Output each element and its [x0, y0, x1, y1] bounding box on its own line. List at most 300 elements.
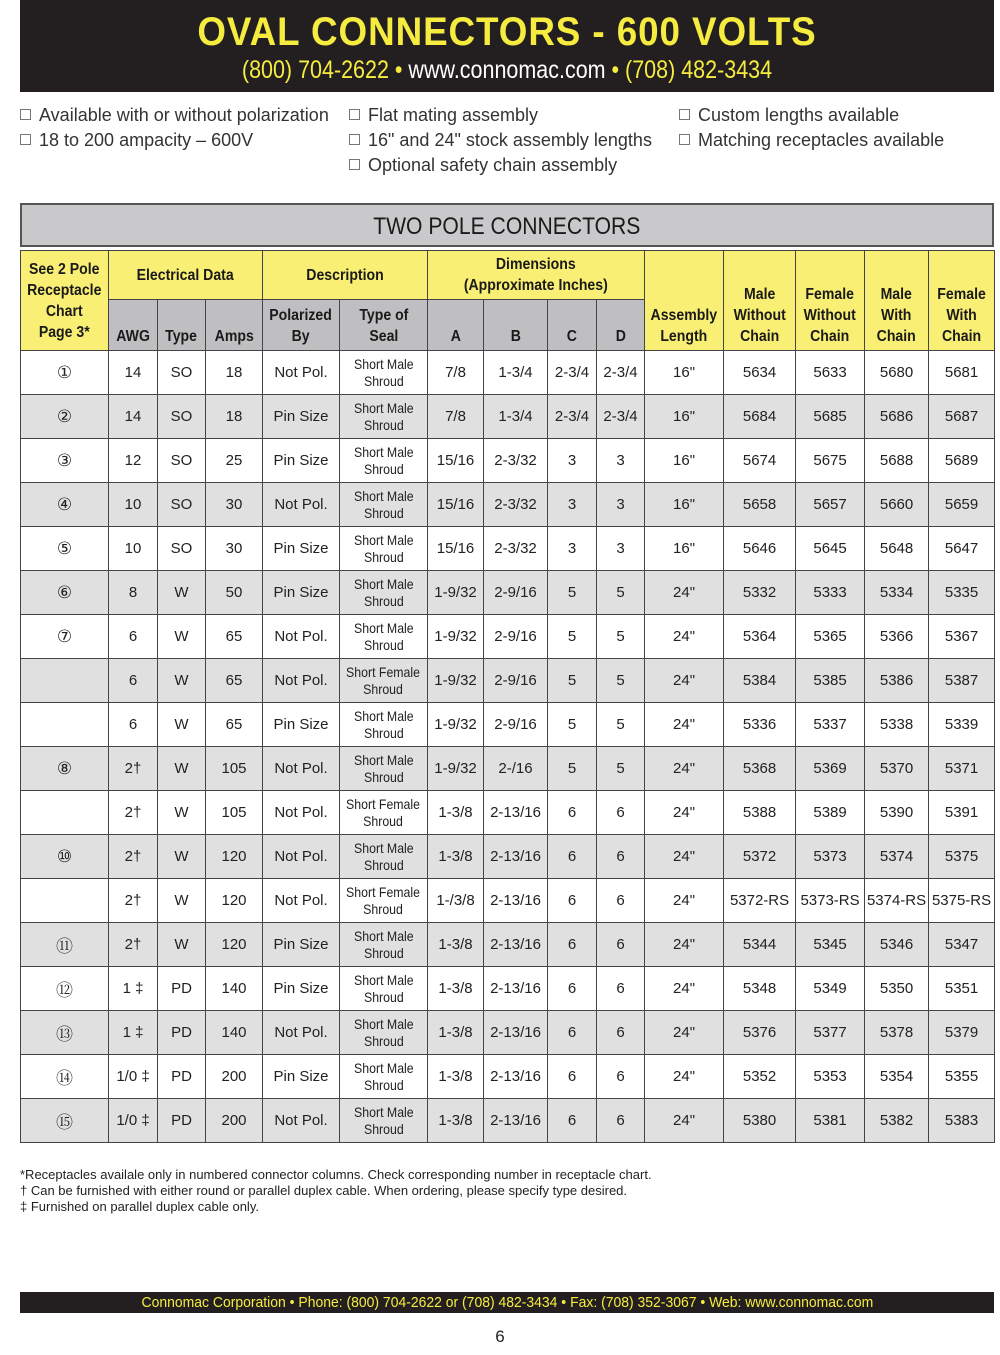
table-title [20, 203, 994, 247]
amps-cell: 30 [206, 527, 263, 571]
polarized-by-cell: Not Pol. [263, 615, 340, 659]
seal-type-cell: Short Male Shroud [340, 1011, 428, 1055]
feature-label: Matching receptacles available [698, 130, 945, 150]
seal-type-cell: Short Male Shroud [340, 439, 428, 483]
polarized-by-cell: Not Pol. [263, 835, 340, 879]
table-title-text: TWO POLE CONNECTORS [373, 213, 641, 240]
amps-cell: 105 [206, 791, 263, 835]
female-without-chain-part: 5675 [796, 439, 865, 483]
receptacle-number: ④ [21, 483, 109, 527]
seal-type-cell: Short Male Shroud [340, 703, 428, 747]
assembly-length-cell: 24" [645, 659, 724, 703]
assembly-length-cell: 16" [645, 351, 724, 395]
female-without-chain-part: 5353 [796, 1055, 865, 1099]
dim-d-cell: 6 [597, 967, 645, 1011]
seal-type-cell: Short Male Shroud [340, 1099, 428, 1143]
receptacle-number: ① [21, 351, 109, 395]
assembly-length-cell: 24" [645, 615, 724, 659]
female-without-chain-part: 5345 [796, 923, 865, 967]
polarized-by-cell: Pin Size [263, 439, 340, 483]
polarized-by-cell: Pin Size [263, 967, 340, 1011]
feature-item [679, 103, 944, 128]
cable-type-cell: SO [158, 527, 206, 571]
polarized-by-cell: Pin Size [263, 571, 340, 615]
cable-type-cell: W [158, 571, 206, 615]
cable-type-cell: W [158, 747, 206, 791]
dim-d-cell: 3 [597, 439, 645, 483]
female-with-chain-part: 5379 [929, 1011, 995, 1055]
male-with-chain-part: 5370 [865, 747, 929, 791]
cable-type-cell: SO [158, 439, 206, 483]
cable-type-cell: SO [158, 351, 206, 395]
male-with-chain-part: 5382 [865, 1099, 929, 1143]
header-assembly-length: Assembly Length [645, 251, 724, 351]
seal-type-cell: Short Male Shroud [340, 483, 428, 527]
cable-type-cell: W [158, 615, 206, 659]
dim-a-cell: 15/16 [428, 439, 484, 483]
dim-a-cell: 1-3/8 [428, 923, 484, 967]
awg-cell: 2† [109, 923, 158, 967]
feature-item [20, 103, 329, 128]
dim-c-cell: 6 [548, 1055, 597, 1099]
dim-b-cell: 2-9/16 [484, 703, 548, 747]
feature-label: Available with or without polarization [39, 105, 329, 125]
male-with-chain-part: 5346 [865, 923, 929, 967]
female-with-chain-part: 5351 [929, 967, 995, 1011]
polarized-by-cell: Not Pol. [263, 483, 340, 527]
polarized-by-cell: Pin Size [263, 1055, 340, 1099]
polarized-by-cell: Pin Size [263, 923, 340, 967]
assembly-length-cell: 16" [645, 439, 724, 483]
receptacle-number: ② [21, 395, 109, 439]
amps-cell: 120 [206, 835, 263, 879]
awg-cell: 2† [109, 791, 158, 835]
table-row [21, 483, 995, 527]
dim-d-cell: 6 [597, 835, 645, 879]
footnote-double-dagger: ‡ Furnished on parallel duplex cable only. [20, 1199, 259, 1214]
awg-cell: 1 ‡ [109, 1011, 158, 1055]
male-with-chain-part: 5334 [865, 571, 929, 615]
cable-type-cell: PD [158, 1011, 206, 1055]
header-female-with-chain: Female With Chain [929, 251, 995, 351]
polarized-by-cell: Not Pol. [263, 791, 340, 835]
polarized-by-cell: Pin Size [263, 703, 340, 747]
feature-item [349, 128, 652, 153]
cable-type-cell: W [158, 659, 206, 703]
polarized-by-cell: Not Pol. [263, 659, 340, 703]
header-contact [88, 56, 926, 85]
connectors-table-section [20, 203, 994, 1143]
female-without-chain-part: 5633 [796, 351, 865, 395]
dim-b-cell: 2-13/16 [484, 923, 548, 967]
male-with-chain-part: 5680 [865, 351, 929, 395]
female-with-chain-part: 5681 [929, 351, 995, 395]
header-awg: AWG [109, 300, 158, 351]
cable-type-cell: W [158, 791, 206, 835]
dim-a-cell: 1-3/8 [428, 1099, 484, 1143]
dim-a-cell: 1-3/8 [428, 1011, 484, 1055]
dim-c-cell: 6 [548, 1099, 597, 1143]
female-with-chain-part: 5689 [929, 439, 995, 483]
female-with-chain-part: 5371 [929, 747, 995, 791]
male-without-chain-part: 5684 [724, 395, 796, 439]
male-without-chain-part: 5380 [724, 1099, 796, 1143]
feature-label: 18 to 200 ampacity – 600V [39, 130, 254, 150]
feature-label: Flat mating assembly [368, 105, 539, 125]
male-without-chain-part: 5348 [724, 967, 796, 1011]
male-with-chain-part: 5686 [865, 395, 929, 439]
female-without-chain-part: 5365 [796, 615, 865, 659]
seal-type-cell: Short Male Shroud [340, 747, 428, 791]
dim-b-cell: 2-/16 [484, 747, 548, 791]
male-without-chain-part: 5376 [724, 1011, 796, 1055]
dim-b-cell: 2-13/16 [484, 1011, 548, 1055]
amps-cell: 65 [206, 659, 263, 703]
male-with-chain-part: 5648 [865, 527, 929, 571]
assembly-length-cell: 16" [645, 527, 724, 571]
amps-cell: 120 [206, 923, 263, 967]
male-with-chain-part: 5338 [865, 703, 929, 747]
header-amps: Amps [206, 300, 263, 351]
awg-cell: 2† [109, 747, 158, 791]
female-with-chain-part: 5339 [929, 703, 995, 747]
female-with-chain-part: 5375-RS [929, 879, 995, 923]
dim-d-cell: 5 [597, 659, 645, 703]
seal-type-cell: Short Male Shroud [340, 615, 428, 659]
dim-d-cell: 5 [597, 703, 645, 747]
header-type: Type [158, 300, 206, 351]
male-without-chain-part: 5352 [724, 1055, 796, 1099]
awg-cell: 1/0 ‡ [109, 1055, 158, 1099]
dim-a-cell: 1-3/8 [428, 791, 484, 835]
polarized-by-cell: Not Pol. [263, 879, 340, 923]
dim-b-cell: 2-3/32 [484, 439, 548, 483]
header-description: Description [263, 251, 428, 300]
feature-label: Custom lengths available [698, 105, 900, 125]
cable-type-cell: SO [158, 395, 206, 439]
table-row [21, 967, 995, 1011]
male-with-chain-part: 5354 [865, 1055, 929, 1099]
seal-type-cell: Short Female Shroud [340, 791, 428, 835]
amps-cell: 200 [206, 1099, 263, 1143]
male-without-chain-part: 5336 [724, 703, 796, 747]
assembly-length-cell: 24" [645, 571, 724, 615]
dim-c-cell: 6 [548, 967, 597, 1011]
dim-b-cell: 2-13/16 [484, 879, 548, 923]
feature-label: Optional safety chain assembly [368, 155, 618, 175]
assembly-length-cell: 24" [645, 703, 724, 747]
dim-a-cell: 1-9/32 [428, 659, 484, 703]
polarized-by-cell: Pin Size [263, 527, 340, 571]
female-without-chain-part: 5373 [796, 835, 865, 879]
assembly-length-cell: 16" [645, 483, 724, 527]
amps-cell: 18 [206, 395, 263, 439]
polarized-by-cell: Not Pol. [263, 351, 340, 395]
table-row [21, 791, 995, 835]
dim-c-cell: 6 [548, 923, 597, 967]
footnotes [20, 1167, 652, 1215]
checkbox-icon [349, 159, 360, 170]
female-without-chain-part: 5685 [796, 395, 865, 439]
seal-type-cell: Short Male Shroud [340, 923, 428, 967]
header-type-of-seal: Type of Seal [340, 300, 428, 351]
amps-cell: 25 [206, 439, 263, 483]
dim-c-cell: 2-3/4 [548, 351, 597, 395]
dim-b-cell: 2-13/16 [484, 1055, 548, 1099]
receptacle-number: ③ [21, 439, 109, 483]
cable-type-cell: W [158, 879, 206, 923]
header-polarized-by: Polarized By [263, 300, 340, 351]
dim-d-cell: 6 [597, 1055, 645, 1099]
female-without-chain-part: 5657 [796, 483, 865, 527]
dim-c-cell: 5 [548, 747, 597, 791]
receptacle-number [21, 791, 109, 835]
table-row [21, 615, 995, 659]
awg-cell: 10 [109, 527, 158, 571]
dim-d-cell: 2-3/4 [597, 395, 645, 439]
dim-b-cell: 2-9/16 [484, 571, 548, 615]
receptacle-number: ⑥ [21, 571, 109, 615]
receptacle-number: ⑪ [21, 923, 109, 967]
checkbox-icon [349, 134, 360, 145]
female-with-chain-part: 5391 [929, 791, 995, 835]
female-without-chain-part: 5385 [796, 659, 865, 703]
male-without-chain-part: 5344 [724, 923, 796, 967]
dim-c-cell: 2-3/4 [548, 395, 597, 439]
dim-c-cell: 3 [548, 483, 597, 527]
dim-a-cell: 15/16 [428, 483, 484, 527]
receptacle-number [21, 659, 109, 703]
amps-cell: 140 [206, 1011, 263, 1055]
male-with-chain-part: 5366 [865, 615, 929, 659]
male-with-chain-part: 5374-RS [865, 879, 929, 923]
dim-c-cell: 6 [548, 791, 597, 835]
dim-b-cell: 2-9/16 [484, 659, 548, 703]
receptacle-number: ⑧ [21, 747, 109, 791]
dim-a-cell: 1-3/8 [428, 835, 484, 879]
receptacle-number: ⑤ [21, 527, 109, 571]
page-number: 6 [495, 1327, 505, 1346]
header-dim-d: D [597, 300, 645, 351]
dim-b-cell: 2-13/16 [484, 791, 548, 835]
dim-b-cell: 1-3/4 [484, 351, 548, 395]
male-without-chain-part: 5384 [724, 659, 796, 703]
dim-c-cell: 6 [548, 1011, 597, 1055]
dim-b-cell: 2-3/32 [484, 483, 548, 527]
seal-type-cell: Short Male Shroud [340, 571, 428, 615]
male-with-chain-part: 5688 [865, 439, 929, 483]
cable-type-cell: W [158, 835, 206, 879]
male-with-chain-part: 5374 [865, 835, 929, 879]
dim-c-cell: 3 [548, 527, 597, 571]
header-dim-b: B [484, 300, 548, 351]
receptacle-number [21, 879, 109, 923]
female-without-chain-part: 5389 [796, 791, 865, 835]
dim-d-cell: 5 [597, 747, 645, 791]
male-with-chain-part: 5660 [865, 483, 929, 527]
dim-c-cell: 6 [548, 879, 597, 923]
cable-type-cell: SO [158, 483, 206, 527]
cable-type-cell: W [158, 703, 206, 747]
dim-c-cell: 3 [548, 439, 597, 483]
male-with-chain-part: 5350 [865, 967, 929, 1011]
seal-type-cell: Short Male Shroud [340, 527, 428, 571]
table-body [21, 351, 995, 1143]
female-with-chain-part: 5335 [929, 571, 995, 615]
awg-cell: 6 [109, 615, 158, 659]
table-row [21, 747, 995, 791]
male-without-chain-part: 5372-RS [724, 879, 796, 923]
male-without-chain-part: 5634 [724, 351, 796, 395]
assembly-length-cell: 24" [645, 835, 724, 879]
cable-type-cell: PD [158, 967, 206, 1011]
page-title: OVAL CONNECTORS - 600 VOLTS [197, 10, 817, 54]
seal-type-cell: Short Female Shroud [340, 879, 428, 923]
dim-c-cell: 5 [548, 659, 597, 703]
dim-a-cell: 1-9/32 [428, 571, 484, 615]
male-without-chain-part: 5388 [724, 791, 796, 835]
feature-label: 16" and 24" stock assembly lengths [368, 130, 652, 150]
assembly-length-cell: 24" [645, 791, 724, 835]
female-without-chain-part: 5337 [796, 703, 865, 747]
male-with-chain-part: 5390 [865, 791, 929, 835]
dim-d-cell: 6 [597, 1099, 645, 1143]
feature-item [349, 153, 652, 178]
amps-cell: 18 [206, 351, 263, 395]
dim-a-cell: 1-/3/8 [428, 879, 484, 923]
header-banner [20, 0, 994, 92]
male-without-chain-part: 5364 [724, 615, 796, 659]
dim-c-cell: 5 [548, 703, 597, 747]
assembly-length-cell: 16" [645, 395, 724, 439]
seal-type-cell: Short Male Shroud [340, 1055, 428, 1099]
male-with-chain-part: 5386 [865, 659, 929, 703]
male-without-chain-part: 5372 [724, 835, 796, 879]
assembly-length-cell: 24" [645, 1055, 724, 1099]
table-row [21, 1099, 995, 1143]
table-row [21, 439, 995, 483]
awg-cell: 12 [109, 439, 158, 483]
awg-cell: 14 [109, 351, 158, 395]
receptacle-number: ⑭ [21, 1055, 109, 1099]
amps-cell: 30 [206, 483, 263, 527]
awg-cell: 6 [109, 659, 158, 703]
female-with-chain-part: 5355 [929, 1055, 995, 1099]
receptacle-number: ⑮ [21, 1099, 109, 1143]
header-female-without-chain: Female Without Chain [796, 251, 865, 351]
assembly-length-cell: 24" [645, 967, 724, 1011]
dim-a-cell: 1-9/32 [428, 615, 484, 659]
dim-a-cell: 15/16 [428, 527, 484, 571]
male-with-chain-part: 5378 [865, 1011, 929, 1055]
male-without-chain-part: 5674 [724, 439, 796, 483]
connectors-table [20, 250, 995, 1143]
features-column-3 [679, 103, 944, 153]
header-phone-2: (708) 482-3434 [625, 56, 773, 84]
awg-cell: 6 [109, 703, 158, 747]
male-without-chain-part: 5332 [724, 571, 796, 615]
female-with-chain-part: 5383 [929, 1099, 995, 1143]
cable-type-cell: W [158, 923, 206, 967]
female-without-chain-part: 5349 [796, 967, 865, 1011]
dim-b-cell: 2-13/16 [484, 835, 548, 879]
dim-c-cell: 5 [548, 615, 597, 659]
receptacle-number: ⑫ [21, 967, 109, 1011]
dim-b-cell: 2-9/16 [484, 615, 548, 659]
amps-cell: 140 [206, 967, 263, 1011]
seal-type-cell: Short Male Shroud [340, 351, 428, 395]
dim-a-cell: 1-9/32 [428, 747, 484, 791]
checkbox-icon [20, 109, 31, 120]
awg-cell: 1/0 ‡ [109, 1099, 158, 1143]
receptacle-number [21, 703, 109, 747]
header-website-link[interactable]: www.connomac.com [408, 56, 606, 84]
features-column-1 [20, 103, 329, 153]
dim-a-cell: 1-3/8 [428, 1055, 484, 1099]
amps-cell: 200 [206, 1055, 263, 1099]
table-row [21, 571, 995, 615]
dim-d-cell: 6 [597, 879, 645, 923]
separator-bullet: • [605, 56, 626, 84]
amps-cell: 105 [206, 747, 263, 791]
header-male-without-chain: Male Without Chain [724, 251, 796, 351]
polarized-by-cell: Not Pol. [263, 1011, 340, 1055]
female-without-chain-part: 5645 [796, 527, 865, 571]
footnote-asterisk: *Receptacles availale only in numbered connector columns. Check corresponding number in receptacle chart. [20, 1167, 652, 1182]
footer-bar [20, 1292, 994, 1313]
amps-cell: 50 [206, 571, 263, 615]
dim-d-cell: 2-3/4 [597, 351, 645, 395]
table-row [21, 659, 995, 703]
dim-a-cell: 7/8 [428, 395, 484, 439]
assembly-length-cell: 24" [645, 1011, 724, 1055]
table-row [21, 923, 995, 967]
table-row [21, 879, 995, 923]
male-without-chain-part: 5368 [724, 747, 796, 791]
female-without-chain-part: 5373-RS [796, 879, 865, 923]
awg-cell: 10 [109, 483, 158, 527]
assembly-length-cell: 24" [645, 879, 724, 923]
seal-type-cell: Short Male Shroud [340, 835, 428, 879]
table-row [21, 703, 995, 747]
polarized-by-cell: Pin Size [263, 395, 340, 439]
awg-cell: 14 [109, 395, 158, 439]
dim-b-cell: 2-13/16 [484, 1099, 548, 1143]
female-with-chain-part: 5687 [929, 395, 995, 439]
dim-c-cell: 6 [548, 835, 597, 879]
dim-d-cell: 3 [597, 483, 645, 527]
female-with-chain-part: 5387 [929, 659, 995, 703]
footnote-dagger: † Can be furnished with either round or parallel duplex cable. When ordering, please specify type desired. [20, 1183, 628, 1198]
dim-b-cell: 2-3/32 [484, 527, 548, 571]
female-without-chain-part: 5333 [796, 571, 865, 615]
dim-d-cell: 3 [597, 527, 645, 571]
awg-cell: 2† [109, 835, 158, 879]
receptacle-number: ⑩ [21, 835, 109, 879]
female-with-chain-part: 5647 [929, 527, 995, 571]
table-row [21, 527, 995, 571]
features-column-2 [349, 103, 652, 178]
header-phone-1: (800) 704-2622 [241, 56, 389, 84]
table-row [21, 1055, 995, 1099]
awg-cell: 8 [109, 571, 158, 615]
table-group-header-row [21, 251, 995, 300]
polarized-by-cell: Not Pol. [263, 1099, 340, 1143]
table-row [21, 1011, 995, 1055]
dim-d-cell: 6 [597, 923, 645, 967]
female-without-chain-part: 5369 [796, 747, 865, 791]
checkbox-icon [679, 109, 690, 120]
